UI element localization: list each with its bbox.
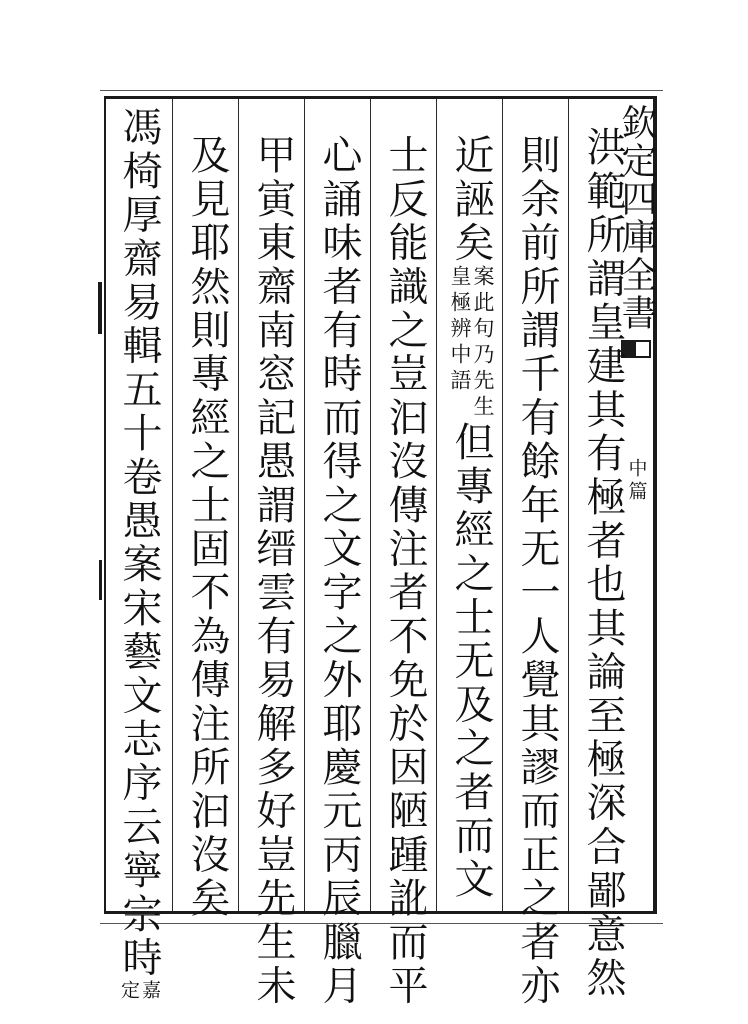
text-column-1 [570,126,636,1000]
text-column-8 [106,106,172,1001]
note-right: 案此句乃先生 [471,265,495,422]
ink-mark [98,282,102,334]
column-text: 馮椅厚齋易輯五十卷愚案宋藝文志序云寧宗時 [116,106,162,980]
book-title: 欽定四庫全書 [616,104,657,332]
note-left: 定 [118,980,140,1001]
column-text: 士反能識之豈汩沒傳注者不免於因陋踵訛而平 [382,134,428,1008]
interlinear-note [119,980,159,1001]
note-left: 皇極辨中語 [448,265,472,396]
note-right: 嘉 [139,980,161,1001]
column-text-top: 近誣矣 [448,134,494,266]
column-text: 及見耶然則專經之士固不為傳注所汩沒矣 [184,134,230,921]
column-text: 甲寅東齋南窓記愚謂缙雲有易解多好豈先生未 [250,134,296,1008]
column-text: 則余前所謂千有餘年无一人覺其謬而正之者亦 [514,134,560,1008]
column-rule [172,99,173,911]
interlinear-note [449,265,493,421]
ink-mark [99,560,102,600]
text-column-2 [504,134,570,1008]
column-text: 心誦味者有時而得之文字之外耶慶元丙辰臘月 [316,134,362,1008]
column-text: 洪範所謂皇建其有極者也其論至極深合鄙意然 [580,126,626,1000]
column-text-bottom: 但專經之士无及之者而文 [448,421,494,902]
text-column-7 [174,134,240,921]
section-label: 中篇 [625,458,648,504]
text-column-3 [438,134,504,902]
text-column-5 [306,134,372,1008]
text-column-6 [240,134,306,1008]
text-column-4 [372,134,438,1008]
